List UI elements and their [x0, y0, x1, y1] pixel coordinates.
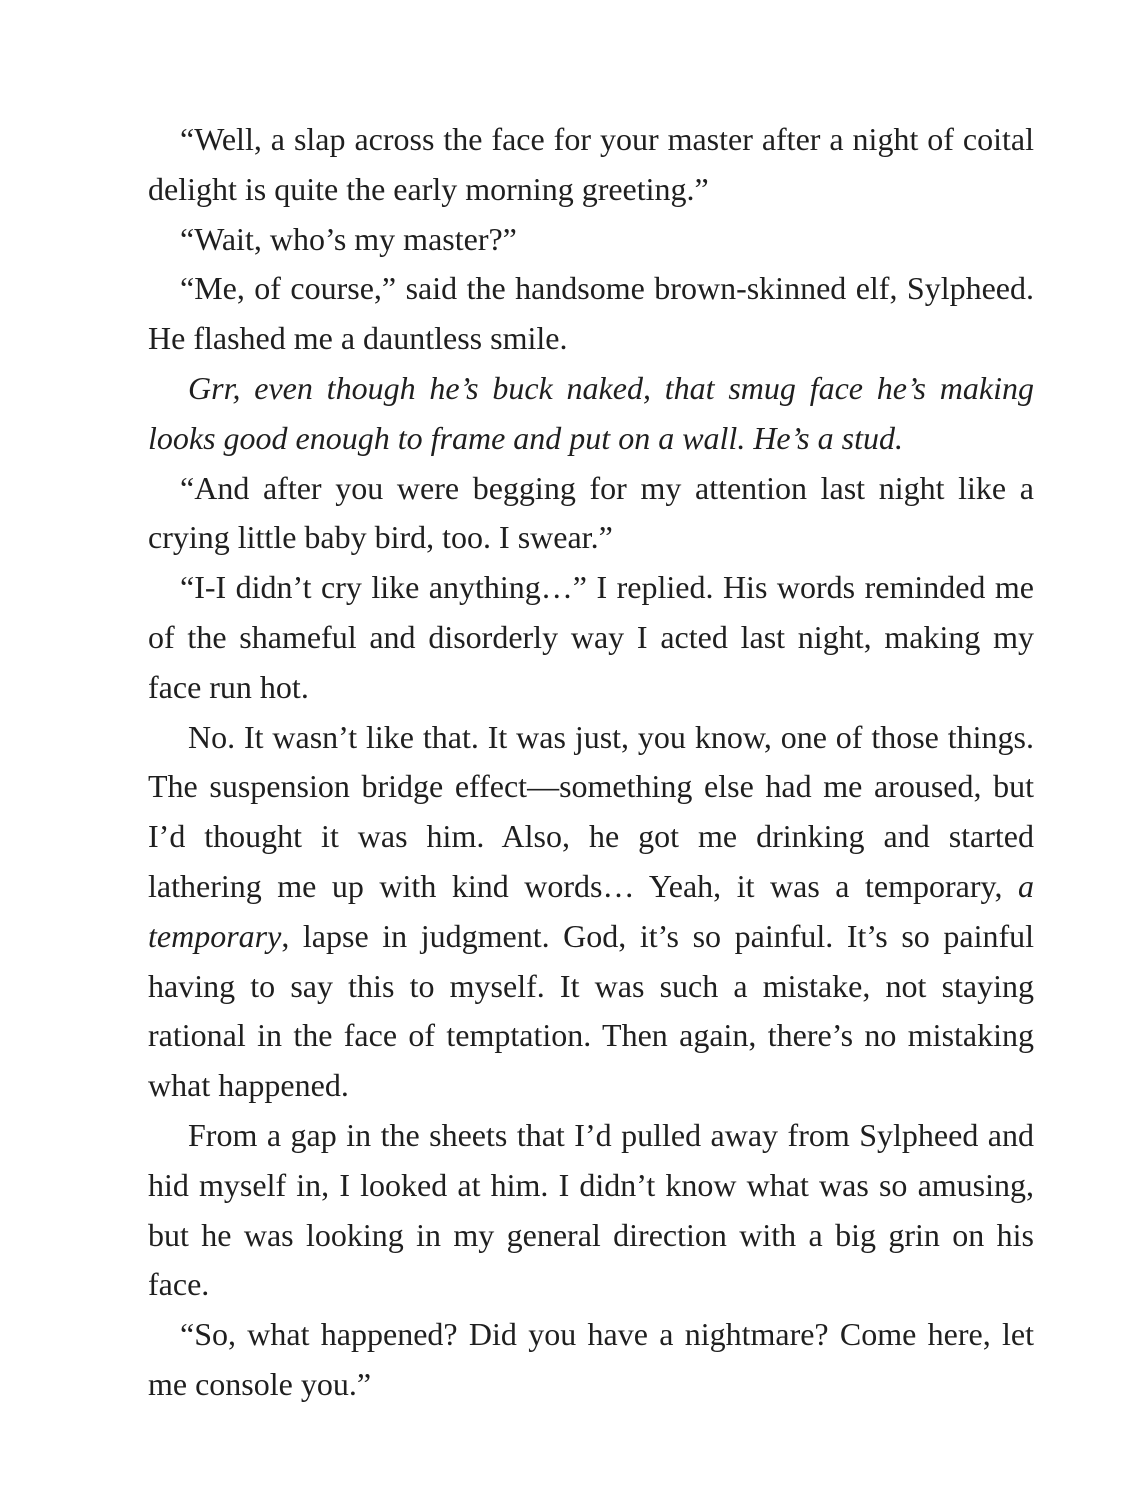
narration-emphasis: a temporary [148, 867, 1034, 954]
paragraph-inner-thought: Grr, even though he’s buck naked, that smug face he’s making looks good enough to frame and put on a wall. He’s a stud. [148, 369, 1034, 456]
paragraph-dialogue-reply: “I-I didn’t cry like anything…” I replied. His words reminded me of the shameful and disorderly way I acted last night, making my face run hot. [148, 569, 1034, 705]
paragraph-dialogue-sylpheed: “Me, of course,” said the handsome brown-skinned elf, Sylpheed. He flashed me a dauntless smile. [148, 270, 1034, 357]
paragraph-dialogue-nightmare: “So, what happened? Did you have a nightmare? Come here, let me console you.” [148, 1316, 1034, 1402]
paragraph-narration-lapse [148, 713, 1034, 1111]
narration-text-before: No. It wasn’t like that. It was just, you know, one of those things. The suspension bridge effect—something else had me aroused, but I’d thought it was him. Also, he got me drinking and started lathering me up with kind words… Yeah, it was a temporary, [148, 718, 1034, 904]
book-page [148, 115, 1034, 1410]
paragraph-dialogue-baby-bird: “And after you were begging for my attention last night like a crying little baby bird, too. I swear.” [148, 469, 1034, 556]
paragraph-narration-sheets: From a gap in the sheets that I’d pulled away from Sylpheed and hid myself in, I looked at him. I didn’t know what was so amusing, but he was looking in my general direction with a big grin on his face. [148, 1116, 1034, 1303]
paragraph-dialogue-master-question: “Wait, who’s my master?” [180, 220, 517, 257]
paragraph-dialogue-greeting: “Well, a slap across the face for your master after a night of coital delight is quite the early morning greeting.” [148, 121, 1034, 207]
narration-text-after: , lapse in judgment. God, it’s so painful. It’s so painful having to say this to myself. It was such a mistake, not staying rational in the face of temptation. Then again, there’s no mistaking what happened. [148, 917, 1034, 1104]
